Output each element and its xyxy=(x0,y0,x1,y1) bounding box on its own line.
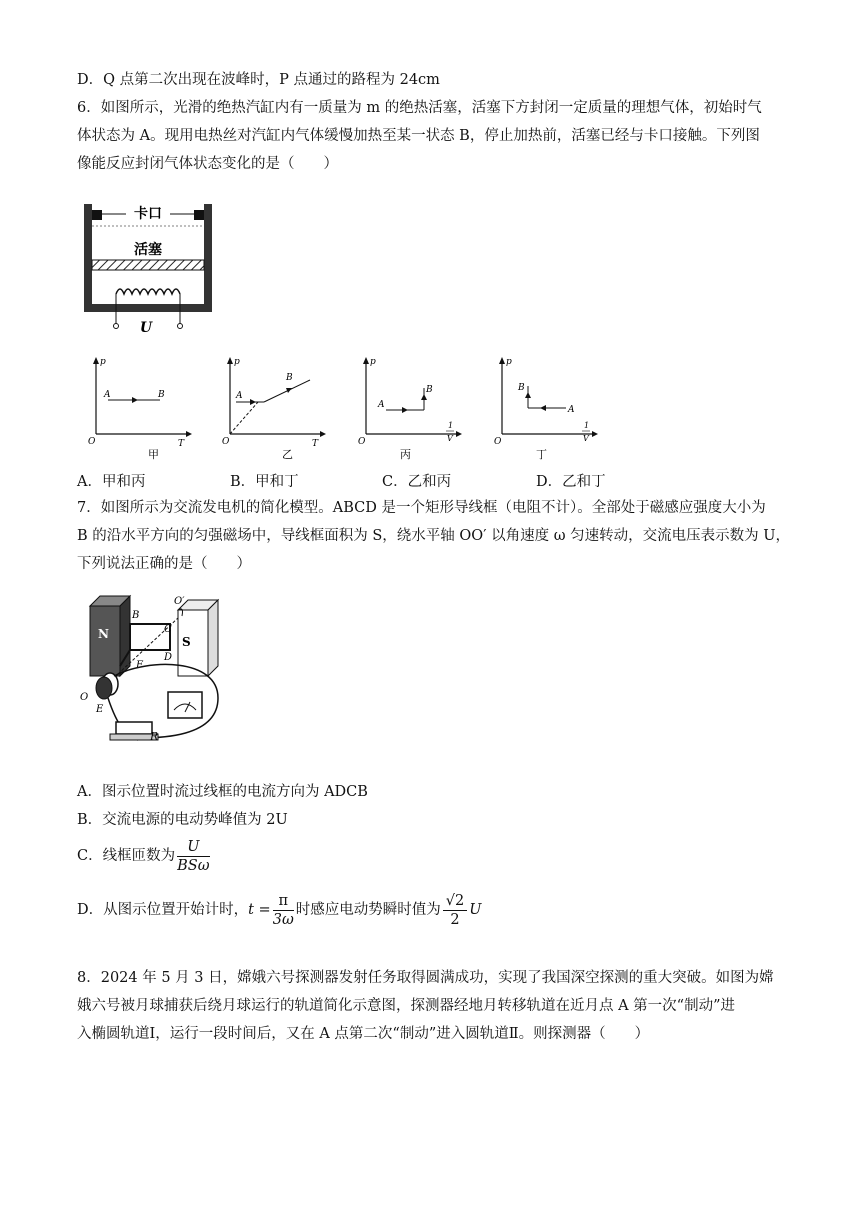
q7-option-d-value-num: √2 xyxy=(443,892,467,911)
magnet-s-label: S xyxy=(182,635,191,649)
graph-jia-y-label: p xyxy=(100,357,106,367)
q6-option-c[interactable]: C．乙和丙 xyxy=(382,474,452,490)
graph-bing-x-den: V xyxy=(447,434,453,443)
brush-e-label: E xyxy=(96,704,104,715)
q6-option-a[interactable]: A．甲和丙 xyxy=(77,474,146,490)
graph-yi-y-label: p xyxy=(234,357,240,367)
graph-yi-a: A xyxy=(236,391,243,401)
axis-o-label: O xyxy=(80,692,89,703)
graph-yi-caption: 乙 xyxy=(282,448,293,461)
coil-f-label: F xyxy=(136,660,143,671)
graph-bing-x-num: 1 xyxy=(448,421,454,430)
q8-stem-line1: 8．2024 年 5 月 3 日，嫦娥六号探测器发射任务取得圆满成功，实现了我国深空探测的重大突破。如图为嫦 xyxy=(77,970,774,986)
graph-ding-origin: O xyxy=(494,437,502,447)
q7-stem-line3: 下列说法正确的是（ ） xyxy=(77,556,251,572)
q7-option-a[interactable]: A．图示位置时流过线框的电流方向为 ADCB xyxy=(77,784,368,800)
q7-option-d-time-num: π xyxy=(273,892,294,911)
graph-bing-caption: 丙 xyxy=(400,448,411,461)
graph-ding-x-den: V xyxy=(583,434,589,443)
graph-ding-caption: 丁 xyxy=(536,448,547,461)
graph-bing xyxy=(356,352,466,462)
q8-stem-line3: 入椭圆轨道Ⅰ，运行一段时间后，又在 A 点第二次“制动”进入圆轨道Ⅱ。则探测器（ ） xyxy=(77,1026,650,1042)
kakou-label: 卡口 xyxy=(134,206,162,222)
graph-bing-b: B xyxy=(426,385,433,395)
axis-o2-label: O′ xyxy=(174,596,185,607)
q6-option-d[interactable]: D．乙和丁 xyxy=(536,474,606,490)
graph-yi-origin: O xyxy=(222,437,230,447)
graph-ding xyxy=(492,352,602,462)
q7-option-d-value-fraction xyxy=(443,892,467,929)
q7-option-d-time-fraction xyxy=(273,892,294,929)
voltage-label: U xyxy=(139,320,153,336)
q7-option-c-fraction xyxy=(177,838,209,875)
graph-jia-a: A xyxy=(104,390,111,400)
graph-jia xyxy=(86,352,196,462)
graph-bing-a: A xyxy=(378,400,385,410)
coil-c-label: C xyxy=(164,624,172,635)
q7-option-d-u: U xyxy=(469,902,482,918)
q5-option-d: D．Q 点第二次出现在波峰时，P 点通过的路程为 24cm xyxy=(77,72,440,88)
resistor-r-label: R xyxy=(150,730,159,743)
q7-option-c-text: C．线框匝数为 xyxy=(77,848,176,864)
q6-stem-line3: 像能反应封闭气体状态变化的是（ ） xyxy=(77,156,338,172)
magnet-n-label: N xyxy=(98,627,109,641)
q7-option-c-num: U xyxy=(177,838,209,857)
graph-yi-x-label: T xyxy=(312,439,319,449)
graph-ding-y-label: p xyxy=(506,357,512,367)
coil-d-label: D xyxy=(164,652,173,663)
graph-bing-origin: O xyxy=(358,437,366,447)
graph-ding-a: A xyxy=(568,405,575,415)
q6-stem-line1: 6．如图所示，光滑的绝热汽缸内有一质量为 m 的绝热活塞，活塞下方封闭一定质量的理想气体，初始时气 xyxy=(77,100,762,116)
q6-stem-line2: 体状态为 A。现用电热丝对汽缸内气体缓慢加热至某一状态 B，停止加热前，活塞已经与卡口接触。下列图 xyxy=(77,128,760,144)
graph-jia-b: B xyxy=(158,390,165,400)
graph-ding-x-num: 1 xyxy=(584,421,590,430)
graph-bing-y-label: p xyxy=(370,357,376,367)
q6-option-b[interactable]: B．甲和丁 xyxy=(230,474,299,490)
huosai-label: 活塞 xyxy=(134,242,162,258)
graph-yi-b: B xyxy=(286,373,293,383)
graph-ding-b: B xyxy=(518,383,525,393)
coil-b-label: B xyxy=(132,610,140,621)
q8-stem-line2: 娥六号被月球捕获后绕月球运行的轨道简化示意图，探测器经地月转移轨道在近月点 A 第一次“制动”进 xyxy=(77,998,736,1014)
q7-option-d[interactable] xyxy=(77,890,790,930)
q7-stem-line2: B 的沿水平方向的匀强磁场中，导线框面积为 S，绕水平轴 OO′ 以角速度 ω 匀速转动，交流电压表示数为 U， xyxy=(77,528,790,544)
q7-option-d-t: t = xyxy=(248,902,271,918)
q7-option-d-text: D．从图示位置开始计时， xyxy=(77,902,249,918)
generator-figure xyxy=(78,588,228,760)
q7-option-d-time-den: 3ω xyxy=(272,911,294,928)
q7-option-c[interactable] xyxy=(77,836,790,876)
q7-option-c-den: BSω xyxy=(177,857,210,874)
q7-option-d-mid: 时感应电动势瞬时值为 xyxy=(295,902,441,918)
graph-jia-origin: O xyxy=(88,437,96,447)
graph-jia-caption: 甲 xyxy=(148,448,159,461)
q7-option-d-value-den: 2 xyxy=(450,911,460,928)
cylinder-figure xyxy=(78,196,218,336)
graph-jia-x-label: T xyxy=(178,439,185,449)
q7-stem-line1: 7．如图所示为交流发电机的简化模型。ABCD 是一个矩形导线框（电阻不计）。全部处于磁感应强度大小为 xyxy=(77,500,766,516)
graph-yi xyxy=(220,352,330,462)
q7-option-b[interactable]: B．交流电源的电动势峰值为 2U xyxy=(77,812,288,828)
